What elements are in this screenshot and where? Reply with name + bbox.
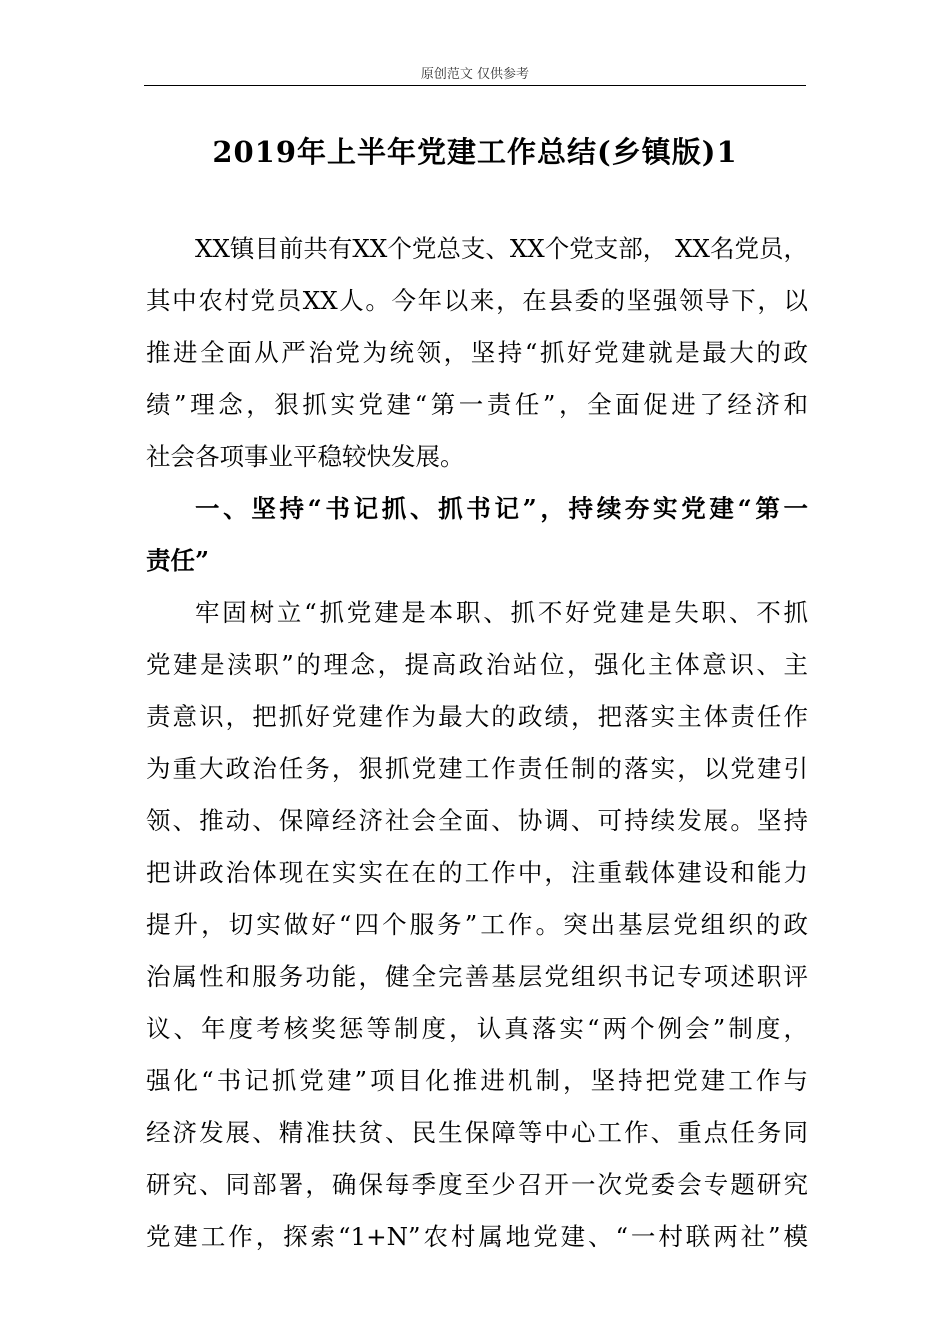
heading-line: 责任”	[146, 546, 210, 575]
text-line: 研究、同部署，确保每季度至少召开一次党委会专题研究	[146, 1170, 808, 1199]
text-line: 经济发展、精准扶贫、民生保障等中心工作、重点任务同	[146, 1118, 808, 1147]
section-heading	[146, 483, 808, 587]
text-line: 强化“书记抓党建”项目化推进机制，坚持把党建工作与	[146, 1066, 808, 1095]
text-line: 社会各项事业平稳较快发展。	[146, 442, 465, 471]
page-header: 原创范文 仅供参考	[420, 67, 530, 82]
text-line: 绩”理念，狠抓实党建“第一责任”，全面促进了经济和	[146, 390, 808, 419]
heading-line: 一、坚持“书记抓、抓书记”，持续夯实党建“第一	[195, 494, 808, 523]
text-line: XX镇目前共有XX个党总支、XX个党支部， XX名党员，	[195, 234, 808, 263]
document-body	[146, 223, 808, 1263]
intro-paragraph	[146, 223, 808, 483]
text-line: 党建工作，探索“1+N”农村属地党建、“一村联两社”模	[146, 1222, 808, 1251]
text-line: 其中农村党员XX人。今年以来，在县委的坚强领导下，以	[146, 286, 808, 315]
text-line: 为重大政治任务，狠抓党建工作责任制的落实，以党建引	[146, 754, 808, 783]
text-line: 推进全面从严治党为统领，坚持“抓好党建就是最大的政	[146, 338, 808, 367]
section-paragraph	[146, 587, 808, 1263]
header-divider	[144, 85, 806, 86]
document-title: 2019年上半年党建工作总结(乡镇版)1	[212, 135, 738, 169]
text-line: 提升，切实做好“四个服务”工作。突出基层党组织的政	[146, 910, 808, 939]
text-line: 把讲政治体现在实实在在的工作中，注重载体建设和能力	[146, 858, 808, 887]
text-line: 议、年度考核奖惩等制度，认真落实“两个例会”制度，	[146, 1014, 808, 1043]
text-line: 治属性和服务功能，健全完善基层党组织书记专项述职评	[146, 962, 808, 991]
text-line: 领、推动、保障经济社会全面、协调、可持续发展。坚持	[146, 806, 808, 835]
text-line: 牢固树立“抓党建是本职、抓不好党建是失职、不抓	[195, 598, 808, 627]
text-line: 责意识，把抓好党建作为最大的政绩，把落实主体责任作	[146, 702, 808, 731]
text-line: 党建是渎职”的理念，提高政治站位，强化主体意识、主	[146, 650, 808, 679]
